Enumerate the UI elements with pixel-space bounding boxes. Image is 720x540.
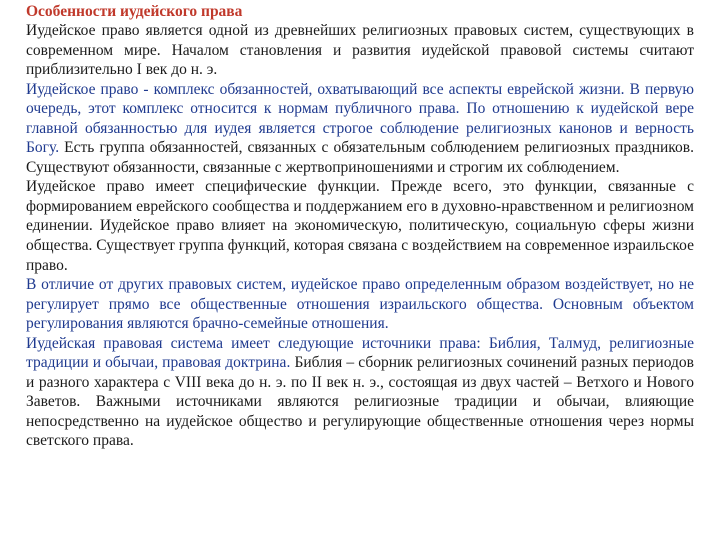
paragraph-3	[26, 177, 694, 275]
paragraph-text: Иудейское право имеет специфические функции. Прежде всего, это функции, связанные с формированием еврейского сообщества и поддержанием его в духовно-нравственном и религиозном единении. Иудейское право влияет на экономическую, политическую, социальную сферы жизни общества. Существует группа функций, которая связана с воздействием на современное израильское право.	[26, 178, 694, 274]
paragraph-1	[26, 21, 694, 80]
slide-content	[26, 2, 694, 451]
paragraph-text: Есть группа обязанностей, связанных с обязательным соблюдением религиозных праздников. Существуют обязанности, связанные с жертвоприношениями и строгим их соблюдением.	[26, 139, 694, 176]
paragraph-2	[26, 80, 694, 178]
paragraph-text-highlighted: Иудейское право - комплекс обязанностей, охватывающий все аспекты еврейской жизни. В первую очередь, этот комплекс относится к нормам публичного права. По отношению к иудейской вере главной обязанностью для иудея является строгое соблюдение религиозных канонов и верность Богу.	[26, 80, 694, 157]
paragraph-5	[26, 334, 694, 451]
paragraph-text: Иудейское право является одной из древнейших религиозных правовых систем, существующих в современном мире. Началом становления и развития иудейской правовой системы считают приблизительно I век до н. э.	[26, 22, 694, 79]
paragraph-text: Библия – сборник религиозных сочинений разных периодов и разного характера с VIII века до н. э. по II век н. э., состоящая из двух частей – Ветхого и Нового Заветов. Важными источниками являются религиозные традиции и обычаи, влияющие непосредственно на иудейское общество и регулирующие общественные отношения через нормы светского права.	[26, 354, 694, 450]
slide-title: Особенности иудейского права	[26, 3, 243, 20]
paragraph-4	[26, 275, 694, 334]
paragraph-text-highlighted: В отличие от других правовых систем, иудейское право определенным образом воздействует, но не регулирует прямо все общественные отношения израильского общества. Основным объектом регулирования являются брачно-семейные отношения.	[26, 276, 694, 333]
paragraph-text-highlighted: Иудейская правовая система имеет следующие источники права: Библия, Талмуд, религиозные традиции и обычаи, правовая доктрина.	[26, 334, 694, 372]
